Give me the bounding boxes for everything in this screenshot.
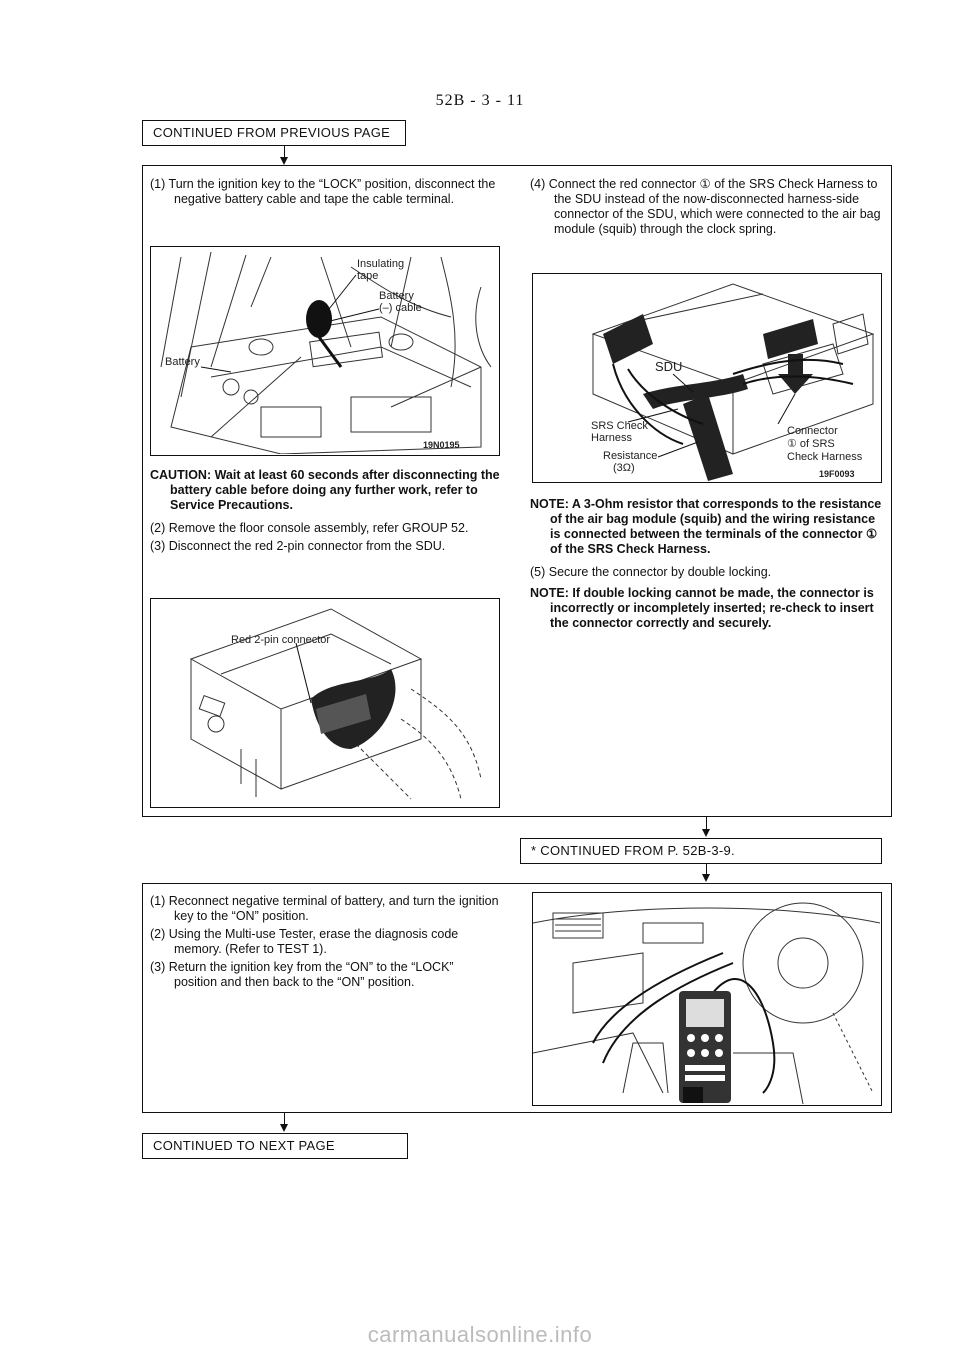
label-srs-check-harness: SRS Check — [591, 420, 648, 432]
continued-from-page-tag: * CONTINUED FROM P. 52B-3-9. — [520, 838, 882, 864]
svg-text:Harness: Harness — [591, 432, 632, 444]
block2-step-2-text: (2) Using the Multi-use Tester, erase the diagnosis code memory. (Refer to TEST 1). — [150, 927, 459, 956]
figure-battery — [150, 246, 500, 456]
step-1-text: (1) Turn the ignition key to the “LOCK” position, disconnect the negative battery cable and tape the cable terminal. — [150, 177, 496, 206]
label-resistance: Resistance — [603, 450, 658, 462]
svg-text:(3Ω): (3Ω) — [613, 462, 635, 474]
note-2-text: NOTE: If double locking cannot be made, the connector is incorrectly or incompletely inserted; re-check to insert the connector correctly and securely. — [530, 586, 874, 630]
step-1-left — [150, 177, 498, 210]
label-connector-srs: Connector — [787, 425, 838, 437]
figure-multi-use-tester — [532, 892, 882, 1106]
step-4-right — [530, 177, 882, 240]
flow-arrow-down — [280, 1124, 288, 1132]
figure-red-connector — [150, 598, 500, 808]
svg-text:tape: tape — [357, 270, 379, 282]
flow-arrow-down — [702, 829, 710, 837]
step-5-text: (5) Secure the connector by double locking. — [530, 565, 772, 579]
step-3-text: (3) Disconnect the red 2-pin connector from the SDU. — [150, 539, 446, 553]
svg-text:① of SRS: ① of SRS — [787, 438, 835, 450]
svg-text:Check Harness: Check Harness — [787, 451, 863, 463]
watermark: carmanualsonline.info — [367, 1322, 593, 1347]
continued-to-next-tag: CONTINUED TO NEXT PAGE — [142, 1133, 408, 1159]
label-battery: Battery — [165, 356, 200, 368]
continued-from-previous-tag: CONTINUED FROM PREVIOUS PAGE — [142, 120, 406, 146]
dashboard-tester-illustration — [533, 893, 880, 1104]
figure-code-3: 19F0093 — [819, 469, 855, 479]
right-lower-text — [530, 497, 882, 634]
sdu-connector-illustration — [151, 599, 498, 806]
label-red-2pin-connector: Red 2-pin connector — [231, 634, 331, 646]
flow-arrow-down — [702, 874, 710, 882]
caution-text: CAUTION: Wait at least 60 seconds after disconnecting the battery cable before doing any further work, refer to Service Precautions. — [150, 468, 500, 512]
block2-step-3-text: (3) Return the ignition key from the “ON” to the “LOCK” position and then back to the “ON” position. — [150, 960, 454, 989]
figure-code-1: 19N0195 — [423, 440, 460, 450]
figure-srs-check-harness — [532, 273, 882, 483]
step-4-text: (4) Connect the red connector ① of the SRS Check Harness to the SDU instead of the now-disconnected harness-side connector of the SDU, which were connected to the air bag module (squib) through the clock spring. — [530, 177, 881, 236]
left-lower-text — [150, 468, 502, 557]
step-2-text: (2) Remove the floor console assembly, refer GROUP 52. — [150, 521, 469, 535]
block-2-steps — [150, 894, 500, 993]
battery-illustration — [151, 247, 498, 454]
label-battery-cable: Battery — [379, 290, 414, 302]
srs-harness-illustration — [533, 274, 880, 481]
block2-step-1-text: (1) Reconnect negative terminal of battery, and turn the ignition key to the “ON” position. — [150, 894, 499, 923]
note-1-text: NOTE: A 3-Ohm resistor that corresponds to the resistance of the air bag module (squib) and the wiring resistance is connected between the terminals of the connector ① of the SRS Check Harness. — [530, 497, 882, 556]
flow-arrow-down — [280, 157, 288, 165]
label-insulating-tape: Insulating — [357, 258, 405, 270]
page-number: 52B - 3 - 11 — [435, 92, 525, 109]
svg-text:(–) cable: (–) cable — [379, 302, 422, 314]
label-sdu: SDU — [655, 359, 683, 374]
